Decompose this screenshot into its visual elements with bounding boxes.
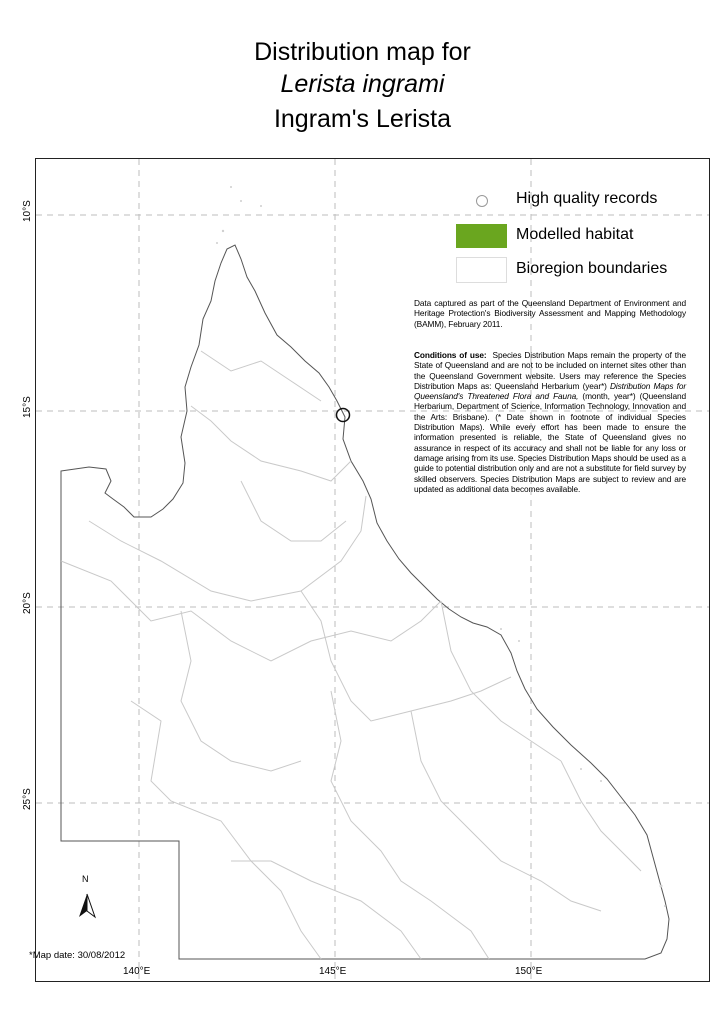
conditions-text-b: (month, year*) (Queensland Herbarium, Department of Science, Information Technology, Innovation and the Arts: Brisbane). (* Date shown in footnote of individual Species Distribution Maps). While every effort has been made to ensure the information presented is reliable, the State of Queensland gives no assurance in respect of its accuracy and shall not be liable for any loss or damage arising from its use. Species Distribution Maps should be used as a guide to potential distribution only and are not a substitute for field survey by skilled observers. Species Distribution Maps are subject to review and are updated as additional data becomes available.: [414, 391, 686, 494]
lat-label-25s: 25°S: [22, 788, 33, 810]
legend-modelled-habitat-swatch: [456, 224, 507, 248]
map-title-line1: Distribution map for: [254, 38, 471, 66]
north-arrow: [79, 894, 95, 917]
lon-label-145e: 145°E: [319, 966, 347, 977]
lat-label-15s: 15°S: [22, 396, 33, 418]
conditions-of-use-note: [414, 350, 686, 494]
lat-label-10s: 10°S: [22, 200, 33, 222]
data-source-note: Data captured as part of the Queensland Department of Environment and Heritage Protection's Biodiversity Assessment and Mapping Methodology (BAMM), February 2011.: [414, 298, 686, 329]
graticule: [36, 159, 710, 982]
lon-label-140e: 140°E: [123, 966, 151, 977]
species-scientific-name: Lerista ingrami: [280, 70, 445, 98]
species-common-name: Ingram's Lerista: [273, 105, 452, 133]
conditions-text-italic: Distribution Maps for Queensland's Threatened Flora and Fauna,: [414, 380, 686, 402]
map-date: *Map date: 30/08/2012: [29, 950, 126, 961]
legend-modelled-habitat-label: Modelled habitat: [516, 226, 634, 243]
conditions-title: Conditions of use:: [414, 350, 487, 360]
high-quality-record-marker[interactable]: [337, 409, 350, 422]
legend-high-quality-label: High quality records: [516, 190, 658, 207]
conditions-text-a: Species Distribution Maps remain the property of the State of Queensland and are not to be included on internet sites other than the Queensland Government website. Users may reference the Species Distribution Maps as: Queensland Herbarium (year*): [414, 350, 686, 391]
lat-label-20s: 20°S: [22, 592, 33, 614]
north-label: N: [82, 874, 89, 884]
legend-bioregion-swatch: [456, 257, 507, 283]
offshore-islands: [216, 186, 666, 907]
map-canvas: [36, 159, 710, 982]
legend-high-quality-symbol: [476, 195, 488, 207]
map-frame: [35, 158, 710, 982]
legend-bioregion-label: Bioregion boundaries: [516, 260, 668, 277]
lon-label-150e: 150°E: [515, 966, 543, 977]
